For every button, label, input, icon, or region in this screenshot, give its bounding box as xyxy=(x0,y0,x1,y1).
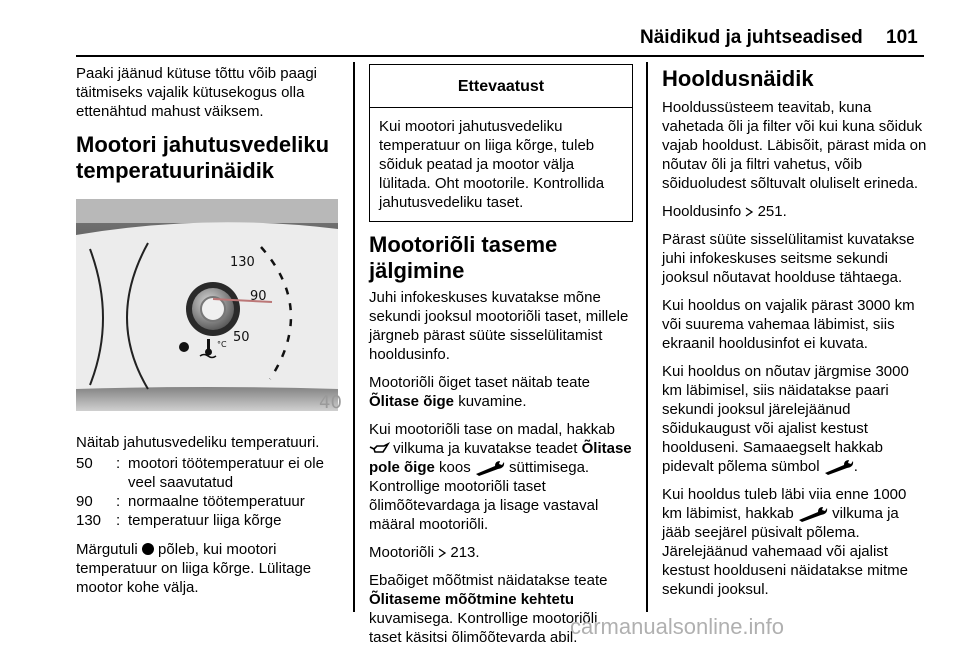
intro-paragraph: Paaki jäänud kütuse tõttu võib paagi täitmiseks vajalik kütusekogus olla ettenähtud mahust väiksem. xyxy=(76,65,318,120)
page-reference-arrow-icon xyxy=(438,548,446,558)
table-row xyxy=(76,454,344,492)
cross-reference xyxy=(662,202,927,221)
gauge-caption: Näitab jahutusvedeliku temperatuuri. xyxy=(76,434,320,451)
text: Ebaõiget mõõtmist näidatakse teate xyxy=(369,572,608,589)
reference-label: Mootoriõli xyxy=(369,544,435,561)
wrench-icon xyxy=(475,460,505,476)
text: . xyxy=(853,458,858,475)
table-separator: : xyxy=(116,512,121,529)
paragraph xyxy=(369,420,633,534)
watermark: carmanualsonline.info xyxy=(570,614,785,639)
reference-label: Hooldusinfo xyxy=(662,203,742,220)
table-value: 50 xyxy=(76,455,93,472)
gauge-unit: °C xyxy=(217,340,227,349)
gauge-edge-number: 40 xyxy=(319,392,342,413)
message-text: Õlitaseme mõõtmine kehtetu xyxy=(369,591,575,608)
header-rule xyxy=(76,55,924,57)
text: koos xyxy=(439,459,471,476)
table-row xyxy=(76,511,344,530)
table-description: temperatuur liiga kõrge xyxy=(128,512,282,529)
note-text: Märgutuli xyxy=(76,541,138,558)
gauge-tick-90: 90 xyxy=(250,289,267,304)
section-heading: Mootoriõli taseme jälgimine xyxy=(369,232,558,283)
paragraph: Kui hooldus on vajalik pärast 3000 km või suurema vahemaa läbimist, siis ekraanil hooldusinfot ei kuvata. xyxy=(662,297,915,352)
text: kuvamisega. Kontrollige mootoriõli taset käsitsi õlimõõtevarda abil. xyxy=(369,610,598,646)
table-value: 130 xyxy=(76,512,102,529)
chapter-title: Näidikud ja juhtseadised xyxy=(640,27,863,48)
text: vilkuma ja kuvatakse teadet xyxy=(393,440,578,457)
paragraph xyxy=(369,373,633,411)
section-heading: Mootori jahutusvedeliku temperatuurinäidik xyxy=(76,132,330,183)
oil-pressure-icon xyxy=(369,443,389,455)
page-reference-link[interactable]: 213. xyxy=(450,544,480,561)
table-value: 90 xyxy=(76,493,93,510)
section-heading: Hooldusnäidik xyxy=(662,66,814,91)
column-3 xyxy=(662,64,927,608)
column-divider xyxy=(353,62,355,612)
wrench-icon xyxy=(798,506,828,522)
caution-title: Ettevaatust xyxy=(370,65,632,108)
text: Kui hooldus on nõutav järgmise 3000 km läbimisel, siis näidatakse paari sekundi jooksul järelejäänud sõidukaugust või ajalist kestust hoolduseni. Samaaegselt hakkab pidevalt põlema sümbol xyxy=(662,363,909,475)
cross-reference xyxy=(369,543,633,562)
table-separator: : xyxy=(116,493,121,510)
warning-lamp-icon xyxy=(142,543,154,555)
table-description: normaalne töötemperatuur xyxy=(128,493,305,510)
caution-body: Kui mootori jahutusvedeliku temperatuur on liiga kõrge, tuleb sõiduk peatad ja mootor välja lülitada. Oht mootorile. Kontrollida jahutusvedeliku taset. xyxy=(379,118,605,211)
column-2 xyxy=(369,64,633,656)
message-text: Õlitase pole õige xyxy=(369,440,632,476)
paragraph: Pärast süüte sisselülitamist kuvatakse juhi infokeskuses seitsme sekundi jooksul nõutavat hoolduse tähtaega. xyxy=(662,231,915,286)
caution-box xyxy=(369,64,633,222)
text: kuvamine. xyxy=(458,393,527,410)
text: Kui mootoriõli tase on madal, hakkab xyxy=(369,421,615,438)
table-row xyxy=(76,492,344,511)
page-number: 101 xyxy=(886,27,918,48)
warning-lamp-icon xyxy=(179,342,189,352)
warning-lamp-paragraph xyxy=(76,540,344,597)
table-description: mootori töötemperatuur ei ole veel saavutatud xyxy=(128,455,324,491)
page-reference-arrow-icon xyxy=(745,207,753,217)
paragraph: Hooldussüsteem teavitab, kuna vahetada õli ja filter või kui kuna sõiduk vajab hooldust. Läbisõit, pärast mida on nõutav õli ja filtri vahetus, võib sõiduoludest sõltuvalt oluliselt erineda. xyxy=(662,99,927,192)
column-divider xyxy=(646,62,648,612)
gauge-value-table xyxy=(76,454,344,530)
gauge-tick-130: 130 xyxy=(230,255,255,270)
page-reference-link[interactable]: 251. xyxy=(757,203,787,220)
note-text: põleb, kui mootori temperatuur on liiga kõrge. Lülitage mootor kohe välja. xyxy=(76,541,312,596)
temperature-gauge-image xyxy=(76,199,342,413)
wrench-icon xyxy=(824,459,854,475)
text: Kui hooldus tuleb läbi viia enne 1000 km läbimist, hakkab xyxy=(662,486,907,522)
paragraph xyxy=(662,485,927,599)
table-separator: : xyxy=(116,455,121,472)
gauge-tick-50: 50 xyxy=(233,330,250,345)
paragraph xyxy=(662,362,927,476)
message-text: Õlitase õige xyxy=(369,393,455,410)
paragraph: Juhi infokeskuses kuvatakse mõne sekundi jooksul mootoriõli taset, millele järgneb pärast süüte sisselülitamist hooldusinfo. xyxy=(369,289,629,363)
text: vilkuma ja jääb seejärel püsivalt põlema. Järelejäänud vahemaad või ajalist kestust hoolduseni näidatakse mitme sekundi jooksul. xyxy=(662,505,908,598)
page-header xyxy=(0,0,960,56)
column-1 xyxy=(76,64,344,606)
text: süttimisega. Kontrollige mootoriõli taset õlimõõtevardaga ja lisage vastaval määral mootoriõli. xyxy=(369,459,599,533)
text: Mootoriõli õiget taset näitab teate xyxy=(369,374,590,391)
